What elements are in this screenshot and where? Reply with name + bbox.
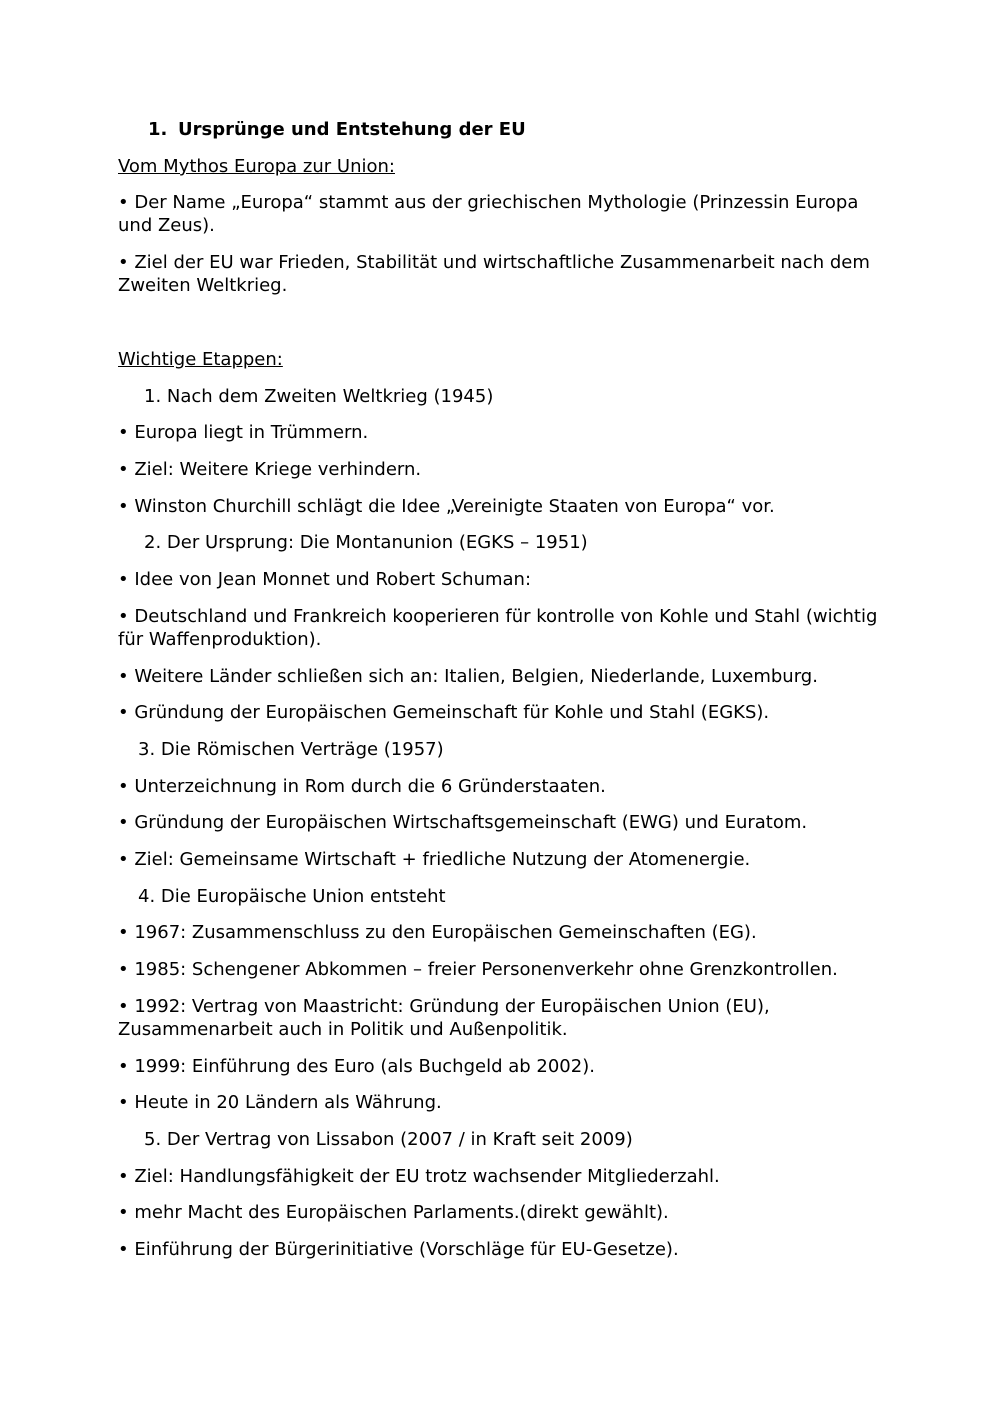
bullet-item: • mehr Macht des Europäischen Parlaments.(direkt gewählt). xyxy=(118,1202,669,1223)
bullet-item: • 1999: Einführung des Euro (als Buchgeld ab 2002). xyxy=(118,1056,595,1077)
bullet-item: • Einführung der Bürgerinitiative (Vorschläge für EU-Gesetze). xyxy=(118,1239,679,1260)
stage-title: 4. Die Europäische Union entsteht xyxy=(138,886,446,907)
bullet-item: • Idee von Jean Monnet und Robert Schuman: xyxy=(118,569,532,590)
bullet-item: • Der Name „Europa“ stammt aus der griechischen Mythologie (Prinzessin Europa und Zeus). xyxy=(118,192,859,236)
stage-title: 1. Nach dem Zweiten Weltkrieg (1945) xyxy=(144,386,494,407)
bullet-item: • Winston Churchill schlägt die Idee „Vereinigte Staaten von Europa“ vor. xyxy=(118,496,775,517)
bullet-item: • Ziel: Handlungsfähigkeit der EU trotz wachsender Mitgliederzahl. xyxy=(118,1166,720,1187)
bullet-item: • 1992: Vertrag von Maastricht: Gründung der Europäischen Union (EU), Zusammenarbeit auch in Politik und Außenpolitik. xyxy=(118,996,770,1040)
bullet-item: • Weitere Länder schließen sich an: Italien, Belgien, Niederlande, Luxemburg. xyxy=(118,666,818,687)
subheading-mythos: Vom Mythos Europa zur Union: xyxy=(118,156,395,177)
bullet-item: • Ziel: Gemeinsame Wirtschaft + friedliche Nutzung der Atomenergie. xyxy=(118,849,751,870)
bullet-item: • Unterzeichnung in Rom durch die 6 Gründerstaaten. xyxy=(118,776,606,797)
stage-title: 5. Der Vertrag von Lissabon (2007 / in Kraft seit 2009) xyxy=(144,1129,633,1150)
bullet-item: • Ziel: Weitere Kriege verhindern. xyxy=(118,459,422,480)
heading-number: 1. xyxy=(148,119,168,140)
bullet-item: • 1985: Schengener Abkommen – freier Personenverkehr ohne Grenzkontrollen. xyxy=(118,959,838,980)
bullet-item: • Gründung der Europäischen Gemeinschaft für Kohle und Stahl (EGKS). xyxy=(118,702,770,723)
bullet-item: • Deutschland und Frankreich kooperieren für kontrolle von Kohle und Stahl (wichtig für Waffenproduktion). xyxy=(118,606,878,650)
bullet-item: • Heute in 20 Ländern als Währung. xyxy=(118,1092,442,1113)
heading-text: Ursprünge und Entstehung der EU xyxy=(178,119,526,140)
section-heading xyxy=(148,118,526,141)
bullet-item: • Ziel der EU war Frieden, Stabilität und wirtschaftliche Zusammenarbeit nach dem Zweiten Weltkrieg. xyxy=(118,252,870,296)
stage-title: 2. Der Ursprung: Die Montanunion (EGKS – 1951) xyxy=(144,532,588,553)
bullet-item: • 1967: Zusammenschluss zu den Europäischen Gemeinschaften (EG). xyxy=(118,922,757,943)
bullet-item: • Europa liegt in Trümmern. xyxy=(118,422,369,443)
subheading-etappen: Wichtige Etappen: xyxy=(118,349,283,370)
bullet-item: • Gründung der Europäischen Wirtschaftsgemeinschaft (EWG) und Euratom. xyxy=(118,812,808,833)
stage-title: 3. Die Römischen Verträge (1957) xyxy=(138,739,444,760)
